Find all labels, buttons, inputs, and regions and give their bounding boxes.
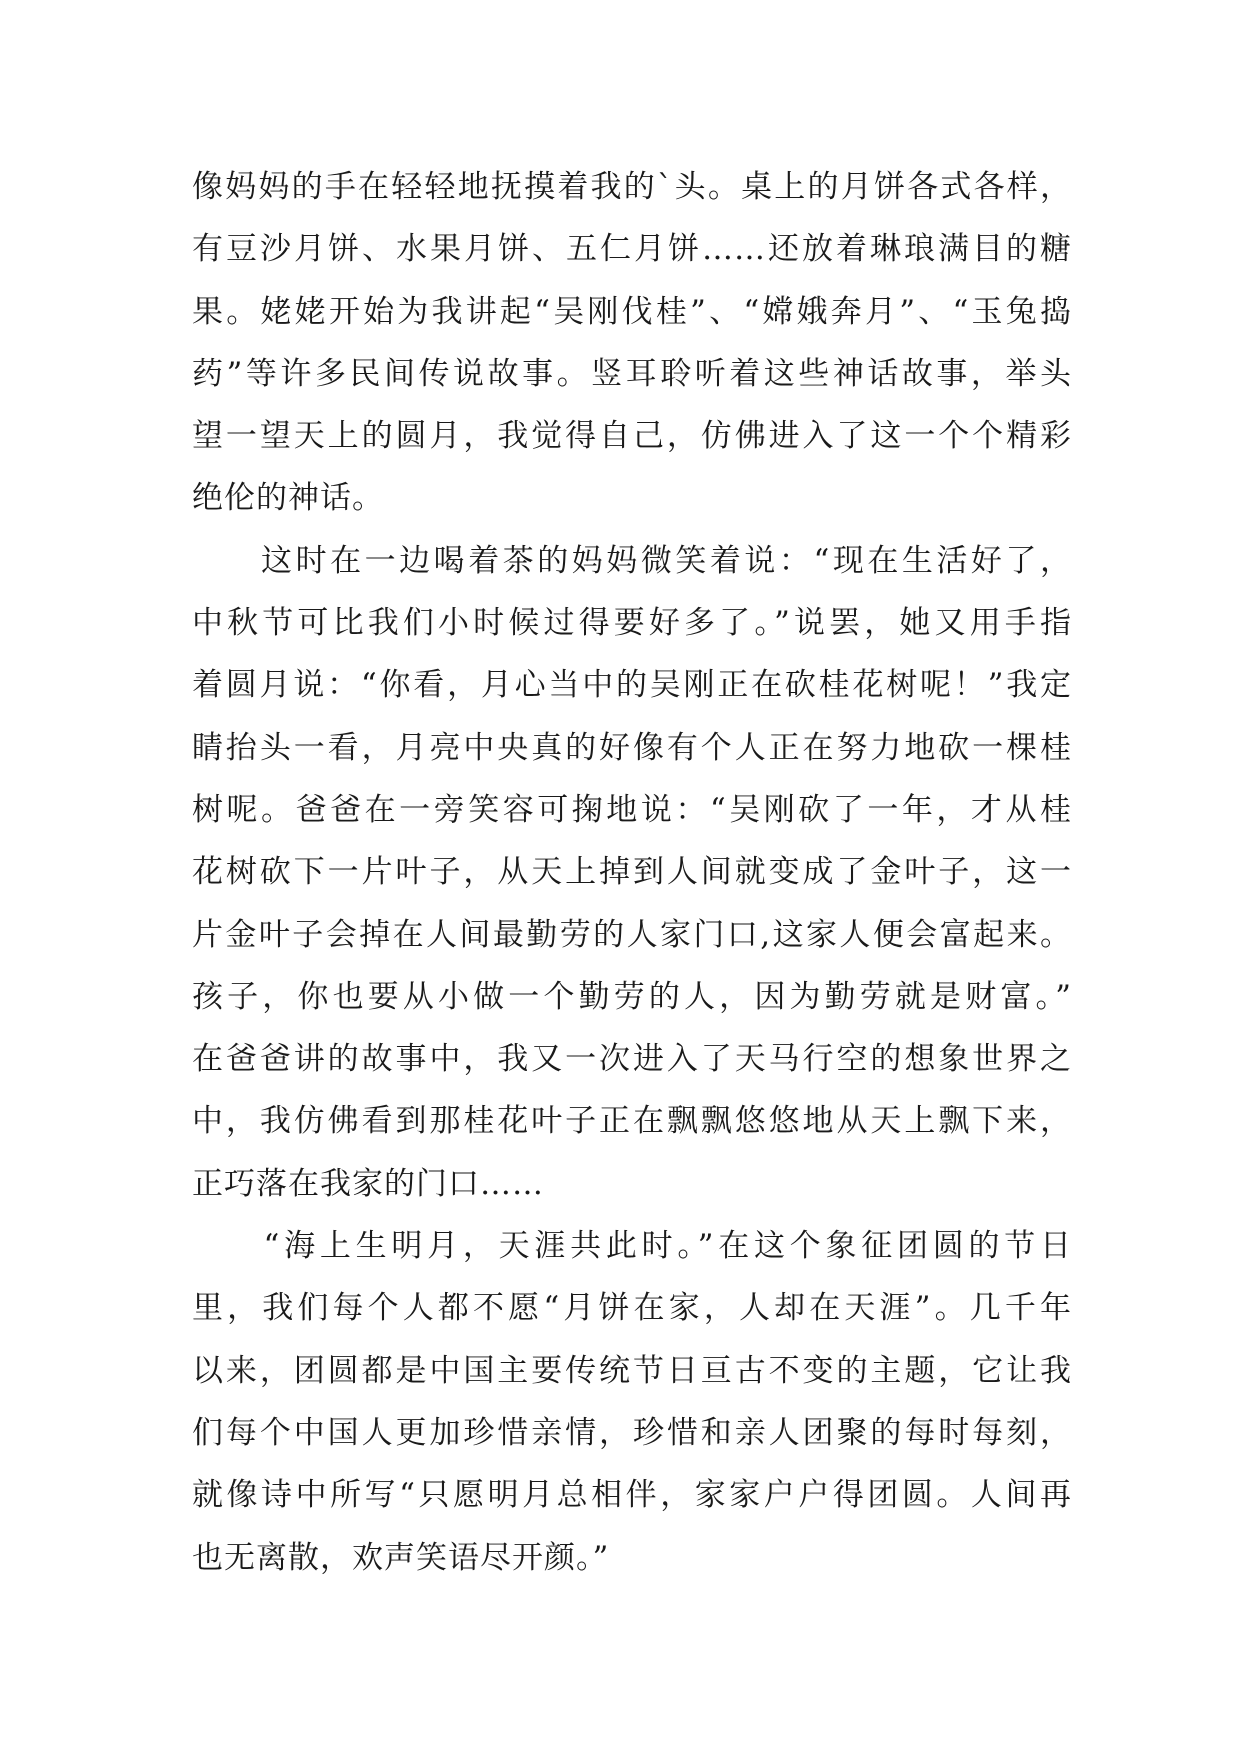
body-text	[192, 156, 1072, 1589]
text-line: 像妈妈的手在轻轻地抚摸着我的`头。桌上的月饼各式各样，	[192, 169, 1072, 205]
text-line: 们每个中国人更加珍惜亲情，珍惜和亲人团聚的每时每刻，	[192, 1414, 1072, 1451]
text-line: 有豆沙月饼、水果月饼、五仁月饼……还放着琳琅满目的糖	[192, 231, 1072, 268]
text-line: 在爸爸讲的故事中，我又一次进入了天马行空的想象世界之	[192, 1041, 1072, 1078]
text-line: 这时在一边喝着茶的妈妈微笑着说：“现在生活好了，	[192, 542, 1072, 579]
text-line: 花树砍下一片叶子，从天上掉到人间就变成了金叶子，这一	[192, 854, 1072, 891]
text-line: 里，我们每个人都不愿“月饼在家，人却在天涯”。几千年	[192, 1290, 1072, 1327]
text-line: 药”等许多民间传说故事。竖耳聆听着这些神话故事，举头	[192, 355, 1072, 392]
text-line: “海上生明月，天涯共此时。”在这个象征团圆的节日	[192, 1228, 1072, 1265]
text-line: 片金叶子会掉在人间最勤劳的人家门口,这家人便会富起来。	[192, 916, 1072, 953]
text-line: 孩子，你也要从小做一个勤劳的人，因为勤劳就是财富。”	[192, 978, 1072, 1015]
text-line: 中秋节可比我们小时候过得要好多了。”说罢，她又用手指	[192, 605, 1072, 642]
text-line: 着圆月说：“你看，月心当中的吴刚正在砍桂花树呢！”我定	[192, 667, 1072, 704]
text-line: 绝伦的神话。	[192, 480, 384, 517]
text-line: 树呢。爸爸在一旁笑容可掬地说：“吴刚砍了一年，才从桂	[192, 791, 1072, 828]
text-line: 果。姥姥开始为我讲起“吴刚伐桂”、“嫦娥奔月”、“玉兔捣	[192, 293, 1072, 330]
text-line: 以来，团圆都是中国主要传统节日亘古不变的主题，它让我	[192, 1352, 1072, 1389]
text-line: 也无离散，欢声笑语尽开颜。”	[192, 1539, 610, 1576]
text-line: 中，我仿佛看到那桂花叶子正在飘飘悠悠地从天上飘下来，	[192, 1103, 1072, 1140]
text-line: 望一望天上的圆月，我觉得自己，仿佛进入了这一个个精彩	[192, 418, 1072, 455]
text-line: 就像诗中所写“只愿明月总相伴，家家户户得团圆。人间再	[192, 1477, 1072, 1514]
text-line: 睛抬头一看，月亮中央真的好像有个人正在努力地砍一棵桂	[192, 729, 1072, 766]
text-line: 正巧落在我家的门口……	[192, 1165, 544, 1202]
